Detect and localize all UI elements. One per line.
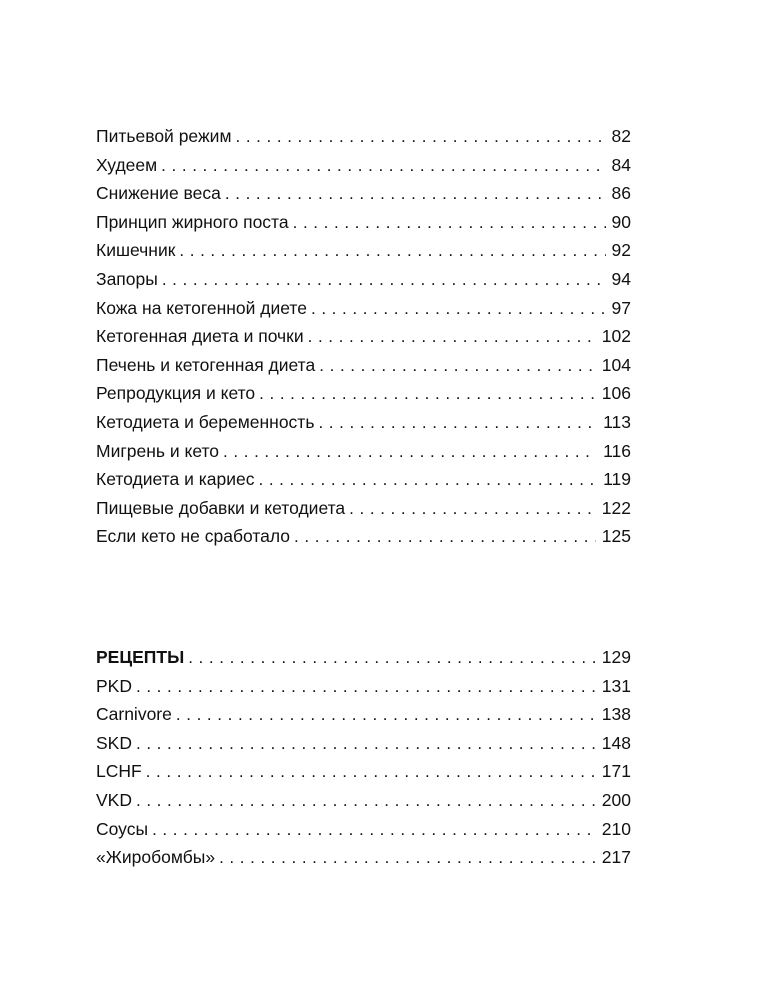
toc-entry [96,265,631,294]
toc-entry [96,236,631,265]
toc-entry-page-number: 82 [611,126,631,146]
toc-entry-title: Принцип жирного поста [96,211,289,232]
toc-entry [96,351,631,380]
toc-entry-title: Запоры [96,268,158,289]
toc-entry-title: Снижение веса [96,183,221,204]
toc-entry-title: Питьевой режим [96,126,232,146]
dot-leader [318,409,597,438]
toc-entry-title: VKD [96,789,132,810]
toc-entry [96,179,631,208]
dot-leader [179,237,605,266]
toc-entry [96,122,631,151]
toc-entry-title: Кожа на кетогенной диете [96,297,307,318]
toc-entry [96,757,631,786]
toc-entry-title: Репродукция и кето [96,383,256,404]
toc-entry-title: SKD [96,732,132,753]
dot-leader [136,787,596,816]
toc-entry-title: Кишечник [96,240,176,261]
toc-entry-page-number: 92 [611,240,631,261]
toc-entry-page-number: 131 [601,675,631,696]
toc-entry-page-number: 217 [601,847,631,868]
toc-entry [96,379,631,408]
toc-entry [96,208,631,237]
toc-entry-title: Печень и кетогенная диета [96,354,316,375]
toc-entry-page-number: 119 [603,469,631,490]
toc-entry-page-number: 116 [603,440,631,461]
toc-entry-title: Кетодиета и кариес [96,469,255,490]
toc-entry [96,494,631,523]
toc-entry-page-number: 102 [601,326,631,347]
toc-section-1 [96,122,631,551]
dot-leader [136,730,596,759]
toc-entry-title: LCHF [96,761,142,782]
dot-leader [152,816,596,845]
toc-entry [96,322,631,351]
toc-entry-page-number: 148 [601,732,631,753]
toc-entry-page-number: 84 [611,154,631,175]
toc-entry-page-number: 200 [601,789,631,810]
toc-entry [96,843,631,872]
toc-entry-page-number: 106 [601,383,631,404]
dot-leader [235,123,605,152]
toc-entry-title: «Жиробомбы» [96,847,216,868]
toc-entry-page-number: 86 [611,183,631,204]
dot-leader [146,758,596,787]
toc-entry [96,700,631,729]
toc-entry-title: Соусы [96,818,149,839]
section-heading: РЕЦЕПТЫ [96,647,185,667]
dot-leader [293,209,606,238]
toc-entry-page-number: 104 [601,354,631,375]
toc-entry-page-number: 129 [601,647,631,667]
dot-leader [223,438,597,467]
toc-entry-page-number: 125 [601,526,631,547]
toc-entry [96,465,631,494]
toc-entry [96,437,631,466]
toc-entry [96,815,631,844]
toc-entry-title: Мигрень и кето [96,440,220,461]
toc-entry-title: Худеем [96,154,158,175]
toc-entry-title: PKD [96,675,132,696]
toc-entry-page-number: 171 [601,761,631,782]
toc-entry-page-number: 113 [603,411,631,432]
dot-leader [162,266,606,295]
toc-entry [96,672,631,701]
toc-entry [96,522,631,551]
dot-leader [294,523,596,552]
toc-entry [96,294,631,323]
toc-entry-page-number: 90 [611,211,631,232]
toc-entry-page-number: 94 [611,268,631,289]
toc-entry [96,786,631,815]
dot-leader [308,323,596,352]
dot-leader [349,495,596,524]
dot-leader [319,352,596,381]
toc-section-2 [96,643,631,872]
toc-entry-page-number: 122 [601,497,631,518]
toc-entry-title: Carnivore [96,704,172,725]
toc-entry [96,729,631,758]
dot-leader [259,380,596,409]
dot-leader [258,466,597,495]
toc-entry [96,643,631,672]
dot-leader [225,180,606,209]
toc-entry-title: Пищевые добавки и кетодиета [96,497,346,518]
toc-entry-title: Кетодиета и беременность [96,411,315,432]
dot-leader [311,295,606,324]
dot-leader [219,844,596,873]
toc-entry-title: Кетогенная диета и почки [96,326,304,347]
toc-entry-title: Если кето не сработало [96,526,291,547]
toc-entry [96,408,631,437]
toc-entry [96,151,631,180]
toc-entry-page-number: 97 [611,297,631,318]
dot-leader [176,701,596,730]
toc-entry-page-number: 210 [601,818,631,839]
toc-entry-page-number: 138 [601,704,631,725]
dot-leader [188,644,596,673]
dot-leader [161,152,605,181]
dot-leader [136,673,596,702]
